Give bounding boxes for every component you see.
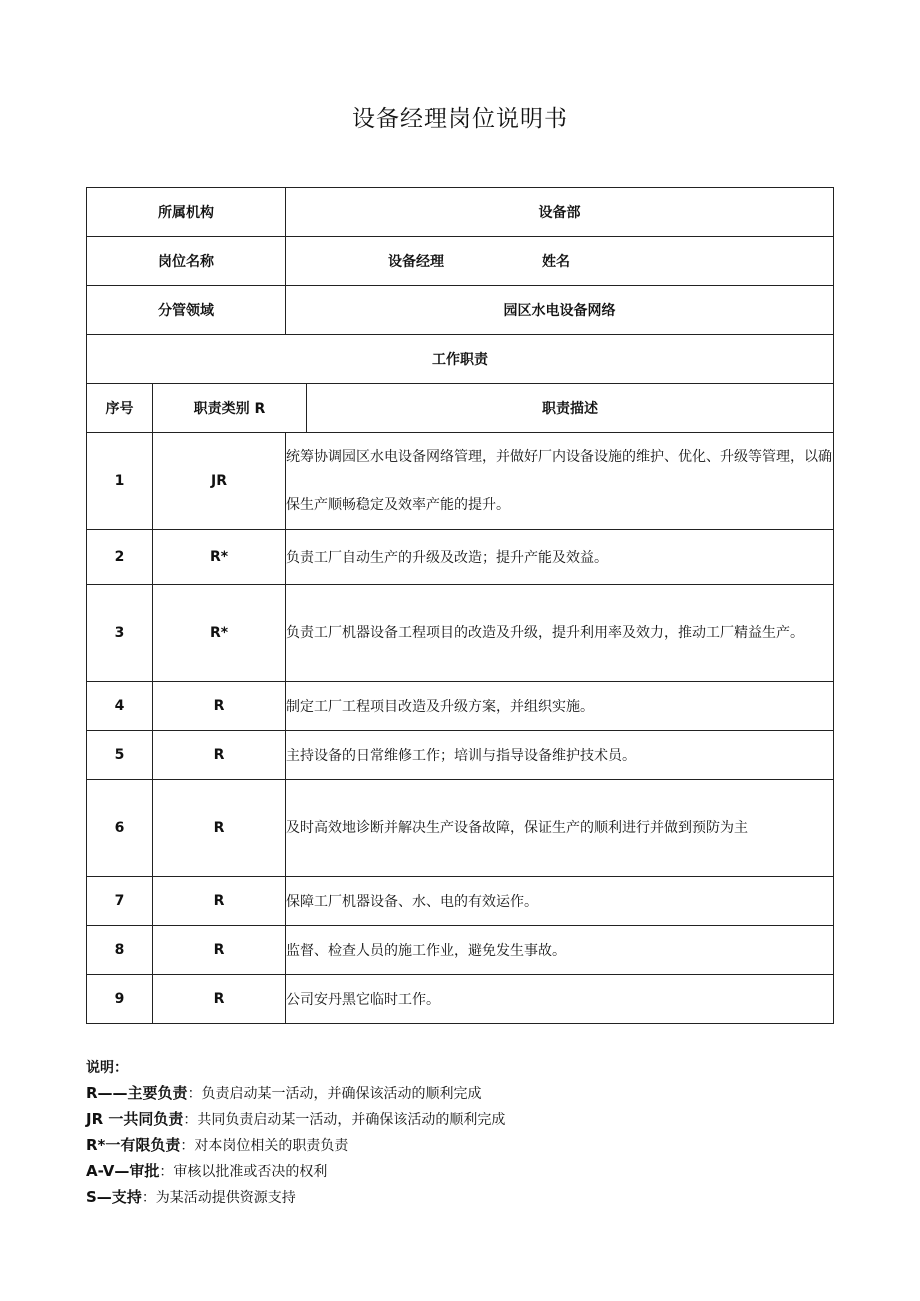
notes-section <box>86 1056 505 1211</box>
row-no: 4 <box>87 682 153 731</box>
note-text: ：为某活动提供资源支持 <box>141 1190 296 1206</box>
domain-row <box>87 286 834 335</box>
row-desc: 统筹协调园区水电设备网络管理，并做好厂内设备设施的维护、优化、升级等管理，以确保生产顺畅稳定及效率产能的提升。 <box>286 433 834 530</box>
row-no: 8 <box>87 926 153 975</box>
row-type: R* <box>153 530 286 585</box>
page-title: 设备经理岗位说明书 <box>352 106 568 132</box>
org-row <box>87 188 834 237</box>
duties-header-row <box>87 384 834 433</box>
note-text: ：对本岗位相关的职责负责 <box>180 1138 349 1154</box>
job-description-table <box>86 187 834 1024</box>
row-no: 5 <box>87 731 153 780</box>
org-value: 设备部 <box>286 188 834 237</box>
table-row <box>87 780 834 877</box>
row-desc: 主持设备的日常维修工作；培训与指导设备维护技术员。 <box>286 731 834 780</box>
row-type: R <box>153 926 286 975</box>
table-row <box>87 926 834 975</box>
table-row <box>87 682 834 731</box>
note-key: R——主要负责 <box>86 1084 188 1102</box>
row-no: 2 <box>87 530 153 585</box>
note-text: ：共同负责启动某一活动，并确保该活动的顺利完成 <box>183 1112 506 1128</box>
position-cell <box>286 237 834 286</box>
row-no: 7 <box>87 877 153 926</box>
row-no: 6 <box>87 780 153 877</box>
name-label: 姓名 <box>542 254 570 270</box>
position-label: 岗位名称 <box>87 237 286 286</box>
row-no: 9 <box>87 975 153 1024</box>
row-desc: 及时高效地诊断并解决生产设备故障，保证生产的顺利进行并做到预防为主 <box>286 780 834 877</box>
duties-section-title: 工作职责 <box>87 335 834 384</box>
row-type: R <box>153 877 286 926</box>
note-key: A-V—审批 <box>86 1162 160 1180</box>
domain-value: 园区水电设备网络 <box>286 286 834 335</box>
table-row <box>87 975 834 1024</box>
row-desc: 负责工厂机器设备工程项目的改造及升级，提升利用率及效力，推动工厂精益生产。 <box>286 585 834 682</box>
table-row <box>87 585 834 682</box>
position-row <box>87 237 834 286</box>
note-item <box>86 1133 505 1159</box>
row-desc: 监督、检查人员的施工作业，避免发生事故。 <box>286 926 834 975</box>
row-desc: 保障工厂机器设备、水、电的有效运作。 <box>286 877 834 926</box>
note-item <box>86 1159 505 1185</box>
note-item <box>86 1185 505 1211</box>
note-key: JR 一共同负责 <box>86 1110 184 1128</box>
row-type: R <box>153 780 286 877</box>
row-desc: 制定工厂工程项目改造及升级方案，并组织实施。 <box>286 682 834 731</box>
row-type: JR <box>153 433 286 530</box>
row-type: R <box>153 975 286 1024</box>
notes-title: 说明： <box>86 1060 128 1076</box>
header-desc: 职责描述 <box>307 384 834 433</box>
row-desc: 公司安丹黑它临时工作。 <box>286 975 834 1024</box>
note-key: S—支持 <box>86 1188 142 1206</box>
note-text: ：审核以批准或否决的权利 <box>159 1164 328 1180</box>
table-row <box>87 731 834 780</box>
header-no: 序号 <box>87 384 153 433</box>
row-type: R <box>153 682 286 731</box>
position-value: 设备经理 <box>388 254 444 270</box>
note-item <box>86 1107 505 1133</box>
row-type: R <box>153 731 286 780</box>
note-text: ：负责启动某一活动，并确保该活动的顺利完成 <box>187 1086 482 1102</box>
table-row <box>87 530 834 585</box>
row-desc: 负责工厂自动生产的升级及改造；提升产能及效益。 <box>286 530 834 585</box>
note-key: R*一有限负责 <box>86 1136 181 1154</box>
domain-label: 分管领域 <box>87 286 286 335</box>
duties-section-row <box>87 335 834 384</box>
org-label: 所属机构 <box>87 188 286 237</box>
table-row <box>87 877 834 926</box>
header-type: 职责类别 R <box>153 384 307 433</box>
row-no: 1 <box>87 433 153 530</box>
row-no: 3 <box>87 585 153 682</box>
table-row <box>87 433 834 530</box>
note-item <box>86 1081 505 1107</box>
row-type: R* <box>153 585 286 682</box>
